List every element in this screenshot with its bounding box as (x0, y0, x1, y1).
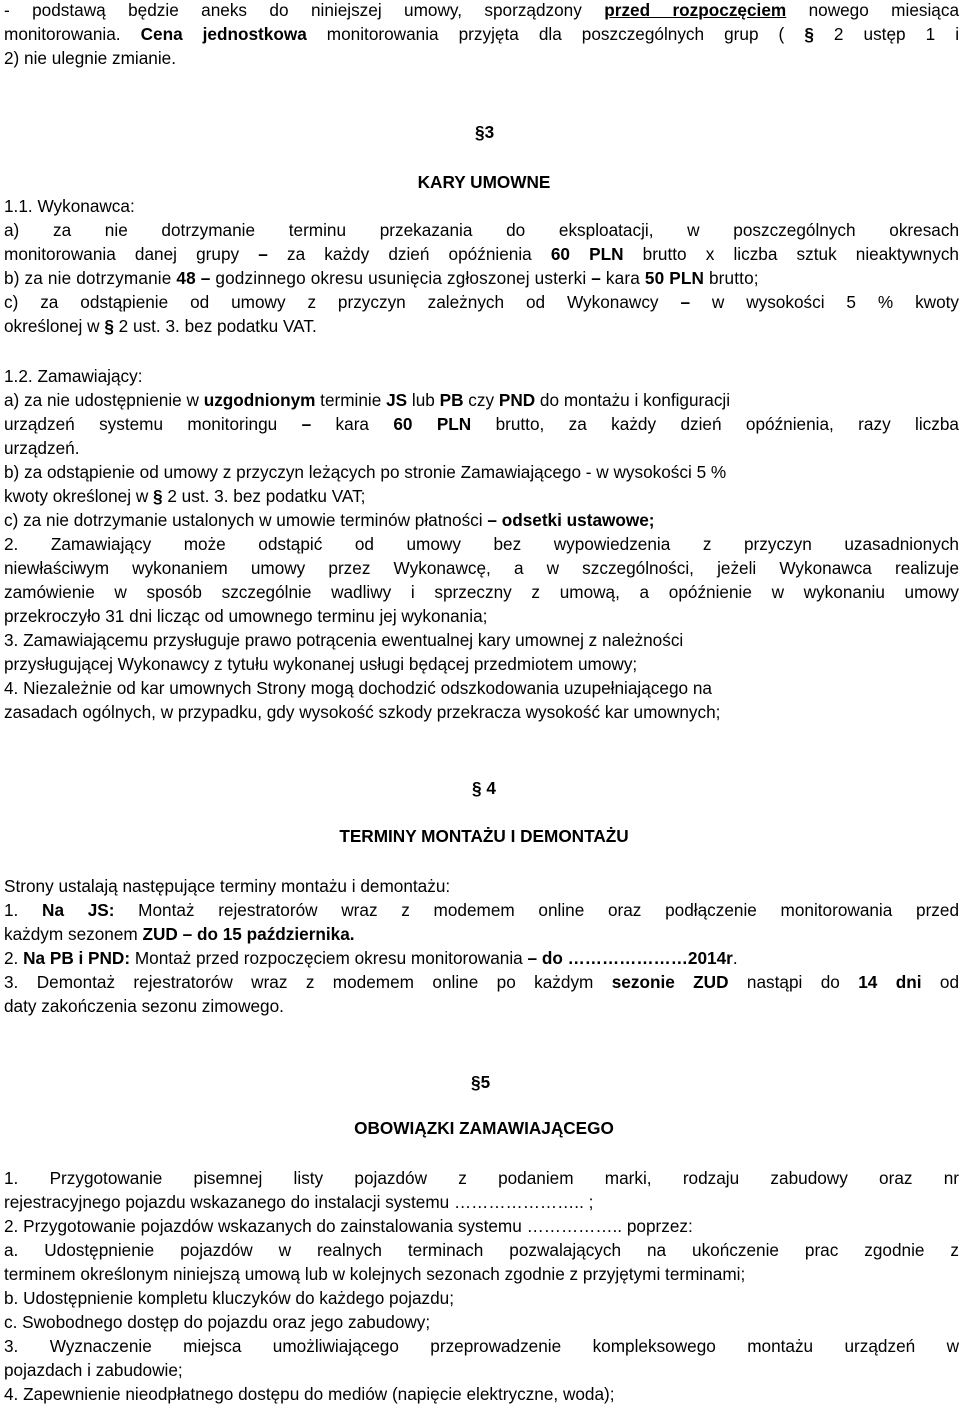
paragraph-line: 1.1. Wykonawca: (4, 196, 135, 216)
section-title: KARY UMOWNE (417, 172, 551, 192)
paragraph-line: Strony ustalają następujące terminy montażu i demontażu: (4, 876, 451, 896)
paragraph-line: przekroczyło 31 dni licząc od umownego terminu jej wykonania; (4, 606, 488, 626)
section-title: TERMINY MONTAŻU I DEMONTAŻU (339, 826, 629, 846)
section-title: OBOWIĄZKI ZAMAWIAJĄCEGO (354, 1118, 614, 1138)
section-number: §3 (475, 122, 495, 142)
paragraph-line: c) za nie dotrzymanie ustalonych w umowie terminów płatności – odsetki ustawowe; (4, 510, 655, 530)
text-run: monitorowania przyjęta dla poszczególnych grup ( (306, 24, 805, 44)
paragraph-line: a) za nie dotrzymanie terminu przekazania do eksploatacji, w poszczególnych okresach (4, 220, 959, 240)
paragraph-line: 1. Na JS: Montaż rejestratorów wraz z modemem online oraz podłączenie monitorowania przed (4, 900, 959, 920)
paragraph-line: c. Swobodnego dostęp do pojazdu oraz jego zabudowy; (4, 1312, 431, 1332)
paragraph-line: rejestracyjnego pojazdu wskazanego do instalacji systemu ………………….. ; (4, 1192, 594, 1212)
section-sign: § (804, 24, 814, 44)
emphasis-text: Cena jednostkowa (140, 24, 307, 44)
paragraph-line: zasadach ogólnych, w przypadku, gdy wysokość szkody przekracza wysokość kar umownych; (4, 702, 721, 722)
paragraph-line: b) za nie dotrzymanie 48 – godzinnego okresu usunięcia zgłoszonej usterki – kara 50 PLN brutto; (4, 268, 759, 288)
paragraph-line: 4. Niezależnie od kar umownych Strony mogą dochodzić odszkodowania uzupełniającego na (4, 678, 712, 698)
paragraph-line: 2) nie ulegnie zmianie. (4, 48, 176, 68)
paragraph-line (4, 0, 959, 22)
paragraph-line: 3. Wyznaczenie miejsca umożliwiającego przeprowadzenie kompleksowego montażu urządzeń w (4, 1336, 959, 1356)
paragraph-line: terminem określonym niniejszą umową lub w kolejnych sezonach zgodnie z przyjętymi terminami; (4, 1264, 746, 1284)
text-run: 2 ustęp 1 i (813, 24, 960, 44)
paragraph-line: b. Udostępnienie kompletu kluczyków do każdego pojazdu; (4, 1288, 455, 1308)
text-run: nowego miesiąca (786, 0, 960, 20)
text-run: - podstawą będzie aneks do niniejszej umowy, sporządzony (4, 0, 605, 20)
paragraph-line: pojazdach i zabudowie; (4, 1360, 183, 1380)
section-number: §5 (471, 1072, 491, 1092)
paragraph-line: urządzeń systemu monitoringu – kara 60 PLN brutto, za każdy dzień opóźnienia, razy liczba (4, 414, 959, 434)
emphasis-text: przed rozpoczęciem (604, 0, 787, 20)
paragraph-line: b) za odstąpienie od umowy z przyczyn leżących po stronie Zamawiającego - w wysokości 5 % (4, 462, 727, 482)
paragraph-line: daty zakończenia sezonu zimowego. (4, 996, 284, 1016)
text-run: monitorowania. (4, 24, 141, 44)
paragraph-line: kwoty określonej w § 2 ust. 3. bez podatku VAT; (4, 486, 366, 506)
paragraph-line: niewłaściwym wykonaniem umowy przez Wykonawcę, a w szczególności, jeżeli Wykonawca realizuje (4, 558, 959, 578)
paragraph-line: c) za odstąpienie od umowy z przyczyn zależnych od Wykonawcy – w wysokości 5 % kwoty (4, 292, 960, 312)
paragraph-line: każdym sezonem ZUD – do 15 października. (4, 924, 355, 944)
paragraph-line: 2. Zamawiający może odstąpić od umowy bez wypowiedzenia z przyczyn uzasadnionych (4, 534, 959, 554)
section-number: § 4 (472, 778, 496, 798)
paragraph-line: 2. Przygotowanie pojazdów wskazanych do zainstalowania systemu …………….. poprzez: (4, 1216, 693, 1236)
paragraph-line: 2. Na PB i PND: Montaż przed rozpoczęciem okresu monitorowania – do …………………2014r. (4, 948, 738, 968)
paragraph-line: zamówienie w sposób szczególnie wadliwy i sprzeczny z umową, a opóźnienie w wykonaniu umowy (4, 582, 959, 602)
paragraph-line: określonej w § 2 ust. 3. bez podatku VAT. (4, 316, 317, 336)
paragraph-line: 1. Przygotowanie pisemnej listy pojazdów z podaniem marki, rodzaju zabudowy oraz nr (4, 1168, 959, 1188)
paragraph-line: 1.2. Zamawiający: (4, 366, 143, 386)
paragraph-line: urządzeń. (4, 438, 80, 458)
paragraph-line: 3. Zamawiającemu przysługuje prawo potrącenia ewentualnej kary umownej z należności (4, 630, 684, 650)
paragraph-line: a) za nie udostępnienie w uzgodnionym terminie JS lub PB czy PND do montażu i konfiguracji (4, 390, 731, 410)
paragraph-line (4, 22, 959, 46)
paragraph-line: 3. Demontaż rejestratorów wraz z modemem online po każdym sezonie ZUD nastąpi do 14 dni od (4, 972, 960, 992)
paragraph-line: przysługującej Wykonawcy z tytułu wykonanej usługi będącej przedmiotem umowy; (4, 654, 638, 674)
paragraph-line: monitorowania danej grupy – za każdy dzień opóźnienia 60 PLN brutto x liczba sztuk nieaktywnych (4, 244, 959, 264)
paragraph-line: 4. Zapewnienie nieodpłatnego dostępu do mediów (napięcie elektryczne, woda); (4, 1384, 615, 1404)
paragraph-line: a. Udostępnienie pojazdów w realnych terminach pozwalających na ukończenie prac zgodnie z (4, 1240, 959, 1260)
